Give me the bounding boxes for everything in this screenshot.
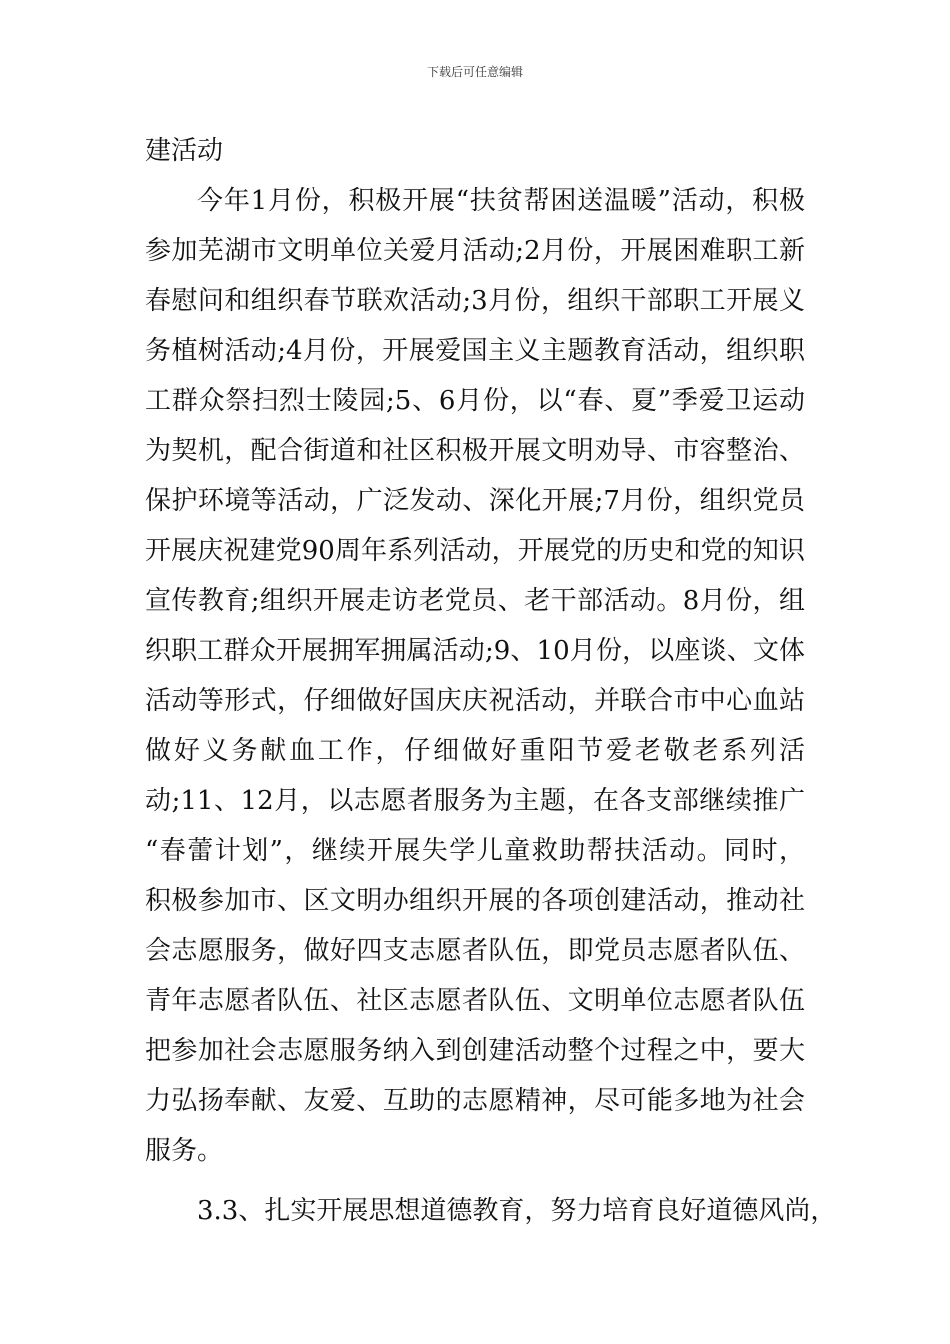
page-header-note: 下载后可任意编辑 bbox=[426, 65, 523, 79]
text-line: “春蕾计划”，继续开展失学儿童救助帮扶活动。同时， bbox=[145, 836, 805, 866]
text-line: 力弘扬奉献、友爱、互助的志愿精神，尽可能多地为社会 bbox=[145, 1086, 805, 1116]
text-line: 织职工群众开展拥军拥属活动;9、10月份，以座谈、文体 bbox=[145, 636, 805, 666]
text-line: 青年志愿者队伍、社区志愿者队伍、文明单位志愿者队伍 bbox=[145, 986, 805, 1016]
text-line: 春慰问和组织春节联欢活动;3月份，组织干部职工开展义 bbox=[145, 286, 805, 316]
text-line: 做好义务献血工作，仔细做好重阳节爱老敬老系列活 bbox=[145, 736, 805, 766]
text-line: 积极参加市、区文明办组织开展的各项创建活动，推动社 bbox=[145, 886, 805, 916]
text-line: 会志愿服务，做好四支志愿者队伍，即党员志愿者队伍、 bbox=[145, 936, 805, 966]
text-line: 宣传教育;组织开展走访老党员、老干部活动。8月份，组 bbox=[145, 586, 805, 616]
paragraph-first-line: 今年1月份，积极开展“扶贫帮困送温暖”活动，积极 bbox=[197, 186, 805, 216]
section-heading-line: 3.3、扎实开展思想道德教育，努力培育良好道德风尚， bbox=[197, 1196, 837, 1226]
text-line: 建活动 bbox=[145, 136, 224, 166]
text-line: 开展庆祝建党90周年系列活动，开展党的历史和党的知识 bbox=[145, 536, 805, 566]
text-line: 保护环境等活动，广泛发动、深化开展;7月份，组织党员 bbox=[145, 486, 805, 516]
document-body bbox=[145, 126, 837, 1236]
text-line: 参加芜湖市文明单位关爱月活动;2月份，开展困难职工新 bbox=[145, 236, 805, 266]
text-line: 动;11、12月，以志愿者服务为主题，在各支部继续推广 bbox=[145, 786, 805, 816]
text-line: 把参加社会志愿服务纳入到创建活动整个过程之中，要大 bbox=[145, 1036, 805, 1066]
text-line: 活动等形式，仔细做好国庆庆祝活动，并联合市中心血站 bbox=[145, 686, 805, 716]
text-line: 为契机，配合街道和社区积极开展文明劝导、市容整治、 bbox=[145, 436, 805, 466]
text-line: 务植树活动;4月份，开展爱国主义主题教育活动，组织职 bbox=[145, 336, 805, 366]
paragraph-last-line: 服务。 bbox=[145, 1136, 224, 1166]
text-line: 工群众祭扫烈士陵园;5、6月份，以“春、夏”季爱卫运动 bbox=[145, 386, 805, 416]
paragraph-gap bbox=[145, 1176, 805, 1186]
